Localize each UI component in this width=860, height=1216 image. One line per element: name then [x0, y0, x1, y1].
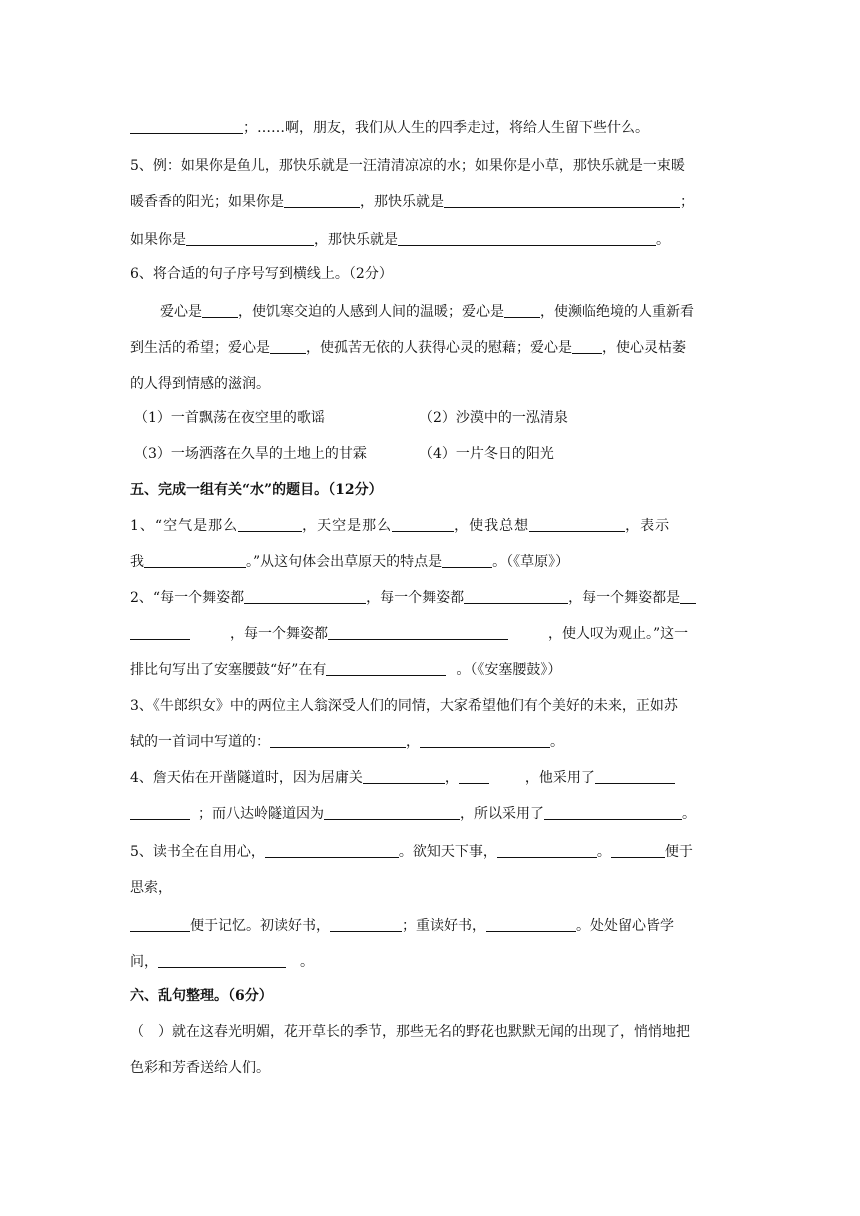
- s5-q3-line-2: 轼的一首词中写道的： ， 。: [130, 734, 564, 750]
- blank[interactable]: [504, 303, 540, 318]
- blank[interactable]: [442, 553, 492, 568]
- blank[interactable]: [330, 917, 402, 932]
- s5-q3-line-1: 3、《牛郎织女》中的两位主人翁深受人们的同情，大家希望他们有个美好的未来，正如苏: [130, 698, 678, 714]
- blank[interactable]: [544, 805, 682, 820]
- s5-q5-line-1: 5、读书全在自用心， 。欲知天下事， 。 便于: [130, 844, 693, 860]
- s5-q4-line-1: 4、詹天佑在开凿隧道时，因为居庸关 ， ，他采用了: [130, 768, 675, 788]
- s5-q5-line-4: 问， 。: [130, 954, 314, 970]
- blank[interactable]: [363, 769, 445, 784]
- q6-para-line-3: 的人得到情感的滋润。: [130, 376, 270, 392]
- blank[interactable]: [144, 553, 246, 568]
- blank[interactable]: [444, 193, 680, 208]
- blank[interactable]: [130, 917, 190, 932]
- blank[interactable]: [130, 625, 190, 640]
- s5-q5-line-2: 思索，: [130, 880, 172, 896]
- s5-q2-line-2: ，每一个舞姿都 ，使人叹为观止。”这一: [130, 624, 688, 644]
- blank[interactable]: [595, 769, 675, 784]
- s5-q1-line-1: 1、“空气是那么 ，天空是那么 ，使我总想 ，表示: [130, 518, 671, 534]
- section-5-title: 五、完成一组有关“水”的题目。（12分）: [130, 482, 383, 498]
- q6-title: 6、将合适的句子序号写到横线上。（2分）: [130, 266, 393, 282]
- q6-option-2: （2）沙漠中的一泓清泉: [419, 410, 568, 426]
- blank[interactable]: [464, 589, 568, 604]
- blank[interactable]: [324, 805, 460, 820]
- blank[interactable]: [398, 231, 656, 246]
- q6-option-3: （3）一场洒落在久旱的土地上的甘霖: [134, 446, 367, 462]
- blank[interactable]: [284, 193, 360, 208]
- blank[interactable]: [611, 843, 665, 858]
- q5-line-1: 5、例：如果你是鱼儿，那快乐就是一汪清清凉凉的水；如果你是小草，那快乐就是一束暖: [130, 158, 685, 174]
- blank[interactable]: [158, 953, 286, 968]
- answer-paren[interactable]: （ ）: [130, 1024, 172, 1040]
- blank[interactable]: [265, 843, 399, 858]
- s5-q4-line-2: ；而八达岭隧道因为 ，所以采用了 。: [130, 804, 696, 824]
- blank[interactable]: [202, 303, 238, 318]
- s6-line-2: 色彩和芳香送给人们。: [130, 1060, 270, 1076]
- blank[interactable]: [130, 805, 190, 820]
- s5-q2-line-3: 排比句写出了安塞腰鼓“好”在有 。（《安塞腰鼓》）: [130, 662, 562, 678]
- s5-q1-line-2: 我 。”从这句体会出草原天的特点是 。（《草原》）: [130, 554, 570, 570]
- s6-line-1: （ ）就在这春光明媚，花开草长的季节，那些无名的野花也默默无闻的出现了，悄悄地把: [130, 1024, 690, 1040]
- blank[interactable]: [186, 231, 314, 246]
- blank[interactable]: [529, 517, 625, 532]
- blank[interactable]: [486, 917, 576, 932]
- section-6-title: 六、乱句整理。（6分）: [130, 988, 273, 1004]
- blank[interactable]: [238, 517, 302, 532]
- blank[interactable]: [270, 339, 306, 354]
- blank[interactable]: [572, 339, 602, 354]
- q6-option-4: （4）一片冬日的阳光: [419, 446, 554, 462]
- s5-q2-line-1: 2、“每一个舞姿都 ，每一个舞姿都 ，每一个舞姿都是: [130, 588, 696, 608]
- q5-line-2: 暖香香的阳光；如果你是 ，那快乐就是 ；: [130, 194, 694, 210]
- q4-closing-line: ；……啊，朋友，我们从人生的四季走过，将给人生留下些什么。: [130, 118, 649, 138]
- blank[interactable]: [459, 769, 489, 784]
- s5-q5-line-3: 便于记忆。初读好书， ；重读好书， 。处处留心皆学: [130, 916, 674, 936]
- q6-option-1: （1）一首飘荡在夜空里的歌谣: [134, 410, 325, 426]
- blank[interactable]: [270, 733, 406, 748]
- blank[interactable]: [392, 517, 454, 532]
- blank[interactable]: [328, 625, 508, 640]
- blank[interactable]: [420, 733, 550, 748]
- q6-para-line-2: 到生活的希望；爱心是 ，使孤苦无依的人获得心灵的慰藉；爱心是 ，使心灵枯萎: [130, 340, 686, 356]
- blank[interactable]: [497, 843, 597, 858]
- q6-para-line-1: 爱心是 ，使饥寒交迫的人感到人间的温暖；爱心是 ，使濒临绝境的人重新看: [160, 304, 694, 320]
- blank[interactable]: [244, 589, 366, 604]
- blank[interactable]: [680, 589, 696, 604]
- q5-line-3: 如果你是 ，那快乐就是 。: [130, 232, 670, 248]
- blank[interactable]: [326, 661, 446, 676]
- blank[interactable]: [130, 119, 243, 134]
